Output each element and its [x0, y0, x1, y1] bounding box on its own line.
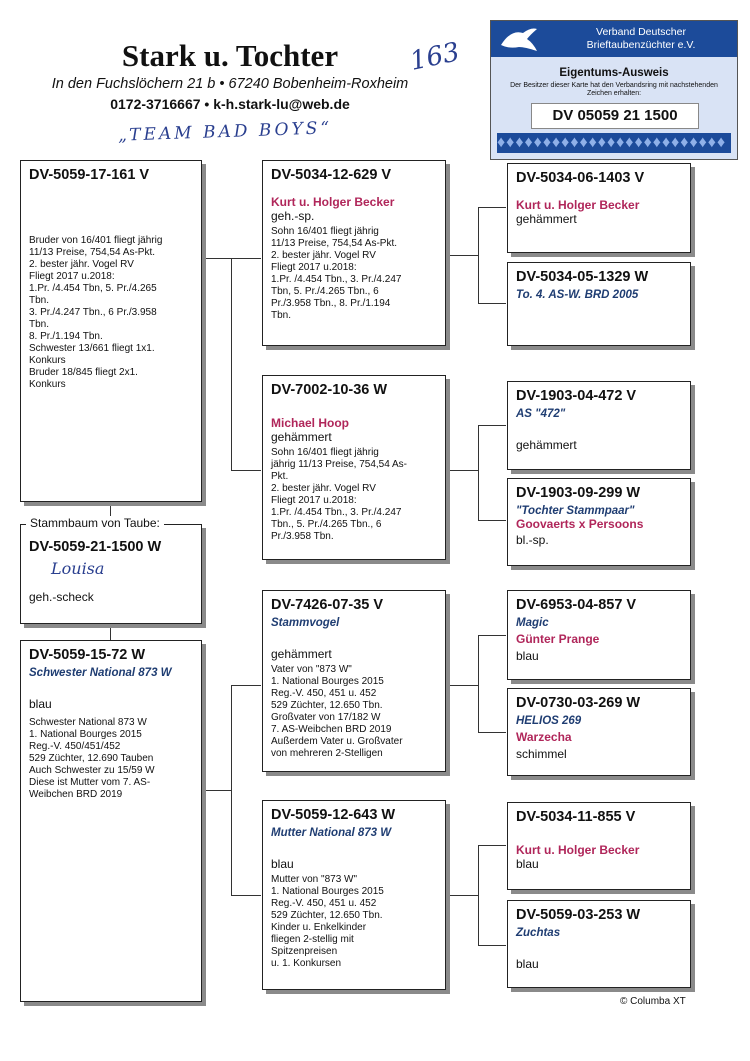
- handwritten-number: 163: [407, 37, 463, 77]
- dss-ring-number: DV-6953-04-857 V: [516, 597, 637, 613]
- connector-line: [478, 945, 506, 946]
- breeder-contact: 0172-3716667 • k-h.stark-lu@web.de: [110, 96, 350, 112]
- connector-line: [478, 425, 506, 426]
- dsd-box: [507, 688, 691, 776]
- connector-line: [231, 895, 261, 896]
- connector-line: [446, 255, 478, 256]
- connector-line: [446, 895, 478, 896]
- sss-ring-number: DV-5034-06-1403 V: [516, 170, 645, 186]
- sdd-ring-number: DV-1903-09-299 W: [516, 485, 641, 501]
- dam-ring-number: DV-5059-15-72 W: [29, 647, 146, 663]
- software-copyright: © Columba XT: [620, 996, 686, 1007]
- dds-ring-number: DV-5034-11-855 V: [516, 809, 636, 825]
- connector-line: [231, 470, 261, 471]
- subject-ring-number: DV-5059-21-1500 W: [29, 539, 162, 555]
- dds-breeder: Kurt u. Holger Becker: [516, 843, 640, 857]
- sdd-title: "Tochter Stammpaar": [516, 505, 635, 517]
- connector-line: [446, 470, 478, 471]
- connector-line: [478, 635, 506, 636]
- dam-notes: Schwester National 873 W 1. National Bourges 2015 Reg.-V. 450/451/452 529 Züchter, 12.690 Tauben Auch Schwester zu 15/59 W Diese ist Mutter vom 7. AS- Weibchen BRD 2019: [29, 717, 155, 800]
- ddd-color: blau: [516, 957, 539, 971]
- sire-notes: Bruder von 16/401 fliegt jährig 11/13 Preise, 754,54 As-Pkt. 2. bester jähr. Vogel RV Fliegt 2017 u.2018: 1.Pr. /4.454 Tbn, 5. Pr./4.265 Tbn. 3. Pr./4.247 Tbn., 6 Pr./3.958 Tbn. 8. Pr./1.194 Tbn. Schwester 13/661 fliegt 1x1. Konkurs Bruder 18/845 fliegt 2x1. Konkurs: [29, 235, 163, 390]
- connector-line: [231, 685, 232, 895]
- card-note: Der Besitzer dieser Karte hat den Verbandsring mit nachstehenden Zeichen erhalten:: [510, 82, 718, 97]
- handwritten-team-note: „TEAM BAD BOYS“: [117, 118, 333, 146]
- card-association: Verband Deutscher Brieftaubenzüchter e.V.: [586, 26, 696, 51]
- dam-sire-color: gehämmert: [271, 647, 332, 661]
- dam-sire-title: Stammvogel: [271, 617, 340, 629]
- connector-line: [478, 520, 506, 521]
- connector-line: [231, 258, 261, 259]
- dss-box: [507, 590, 691, 680]
- sire-dam-notes: Sohn 16/401 fliegt jährig jährig 11/13 Preise, 754,54 As- Pkt. 2. bester jähr. Vogel RV Fliegt 2017 u.2018: 1.Pr. /4.454 Tbn., 3. Pr./4.247 Tbn., 5. Pr./4.265 Tbn., 6 Pr./3.958 Tbn.: [271, 447, 408, 542]
- sds-title: AS "472": [516, 408, 566, 420]
- sire-dam-box: [262, 375, 446, 560]
- sds-ring-number: DV-1903-04-472 V: [516, 388, 637, 404]
- connector-line: [478, 635, 479, 732]
- dam-box: [20, 640, 202, 1002]
- ddd-title: Zuchtas: [516, 927, 561, 939]
- connector-line: [110, 624, 111, 640]
- card-ring-number: DV 05059 21 1500: [531, 103, 699, 129]
- connector-line: [478, 303, 506, 304]
- subject-pigeon-box: [20, 524, 202, 624]
- connector-line: [446, 685, 478, 686]
- connector-line: [478, 207, 479, 303]
- ssd-title: To. 4. AS-W. BRD 2005: [516, 289, 639, 301]
- sss-box: [507, 163, 691, 253]
- sire-dam-ring-number: DV-7002-10-36 W: [271, 382, 388, 398]
- sdd-box: [507, 478, 691, 566]
- ssd-ring-number: DV-5034-05-1329 W: [516, 269, 649, 285]
- sds-box: [507, 381, 691, 470]
- ownership-card: [490, 20, 738, 160]
- dam-dam-box: [262, 800, 446, 990]
- sire-sire-color: geh.-sp.: [271, 209, 315, 223]
- sire-sire-notes: Sohn 16/401 fliegt jährig 11/13 Preise, 754,54 As-Pkt. 2. bester jähr. Vogel RV Fliegt 2017 u.2018: 1.Pr. /4.454 Tbn., 3. Pr./4.247 Tbn, 5. Pr./4.265 Tbn., 6 Pr./3.958 Tbn., 8. Pr./1.194 Tbn.: [271, 226, 402, 321]
- subject-handwritten-name: Louisa: [51, 559, 105, 578]
- dam-dam-ring-number: DV-5059-12-643 W: [271, 807, 396, 823]
- dam-title: Schwester National 873 W: [29, 667, 172, 679]
- sire-box: [20, 160, 202, 502]
- connector-line: [478, 207, 506, 208]
- dss-title: Magic: [516, 617, 549, 629]
- pigeon-logo-icon: [497, 25, 541, 55]
- sdd-breeder: Goovaerts x Persoons: [516, 517, 644, 531]
- sire-sire-box: [262, 160, 446, 346]
- dds-box: [507, 802, 691, 890]
- sire-ring-number: DV-5059-17-161 V: [29, 167, 150, 183]
- sss-color: gehämmert: [516, 212, 577, 226]
- connector-line: [478, 425, 479, 520]
- dam-dam-notes: Mutter von "873 W" 1. National Bourges 2015 Reg.-V. 450, 451 u. 452 529 Züchter, 12.650 Tbn. Kinder u. Enkelkinder fliegen 2-stellig mit Spitzenpreisen u. 1. Konkursen: [271, 874, 384, 969]
- dam-dam-color: blau: [271, 857, 294, 871]
- ssd-box: [507, 262, 691, 346]
- connector-line: [201, 258, 231, 259]
- pedigree-legend: Stammbaum von Taube:: [26, 516, 164, 530]
- sds-color: gehämmert: [516, 438, 577, 452]
- ddd-ring-number: DV-5059-03-253 W: [516, 907, 641, 923]
- dam-sire-notes: Vater von "873 W" 1. National Bourges 2015 Reg.-V. 450, 451 u. 452 529 Züchter, 12.650 Tbn. Großvater von 17/182 W 7. AS-Weibchen BRD 2019 Außerdem Vater u. Großvater von mehreren 2-Stelligen: [271, 664, 403, 759]
- dam-dam-title: Mutter National 873 W: [271, 827, 392, 839]
- dam-color: blau: [29, 697, 52, 711]
- connector-line: [201, 790, 231, 791]
- dss-breeder: Günter Prange: [516, 632, 600, 646]
- card-pattern-strip: ♦♦♦♦♦♦♦♦♦♦♦♦♦♦♦♦♦♦♦♦♦♦♦♦♦: [497, 133, 731, 153]
- dam-sire-ring-number: DV-7426-07-35 V: [271, 597, 384, 613]
- ddd-box: [507, 900, 691, 988]
- card-banner: [491, 21, 737, 57]
- breeder-name: Stark u. Tochter: [121, 38, 339, 73]
- connector-line: [478, 845, 479, 945]
- sire-dam-color: gehämmert: [271, 430, 332, 444]
- connector-line: [478, 732, 506, 733]
- dsd-breeder: Warzecha: [516, 730, 572, 744]
- connector-line: [478, 845, 506, 846]
- sdd-color: bl.-sp.: [516, 533, 549, 547]
- dsd-title: HELIOS 269: [516, 715, 582, 727]
- card-heading: Eigentums-Ausweis: [559, 67, 669, 79]
- dds-color: blau: [516, 857, 539, 871]
- sire-dam-breeder: Michael Hoop: [271, 416, 350, 430]
- dsd-color: schimmel: [516, 747, 567, 761]
- sire-sire-breeder: Kurt u. Holger Becker: [271, 195, 395, 209]
- connector-line: [231, 258, 232, 470]
- dss-color: blau: [516, 649, 539, 663]
- connector-line: [231, 685, 261, 686]
- breeder-address: In den Fuchslöchern 21 b • 67240 Bobenheim-Roxheim: [51, 76, 409, 92]
- sire-sire-ring-number: DV-5034-12-629 V: [271, 167, 392, 183]
- subject-color: geh.-scheck: [29, 590, 94, 604]
- sss-breeder: Kurt u. Holger Becker: [516, 198, 640, 212]
- dsd-ring-number: DV-0730-03-269 W: [516, 695, 641, 711]
- dam-sire-box: [262, 590, 446, 772]
